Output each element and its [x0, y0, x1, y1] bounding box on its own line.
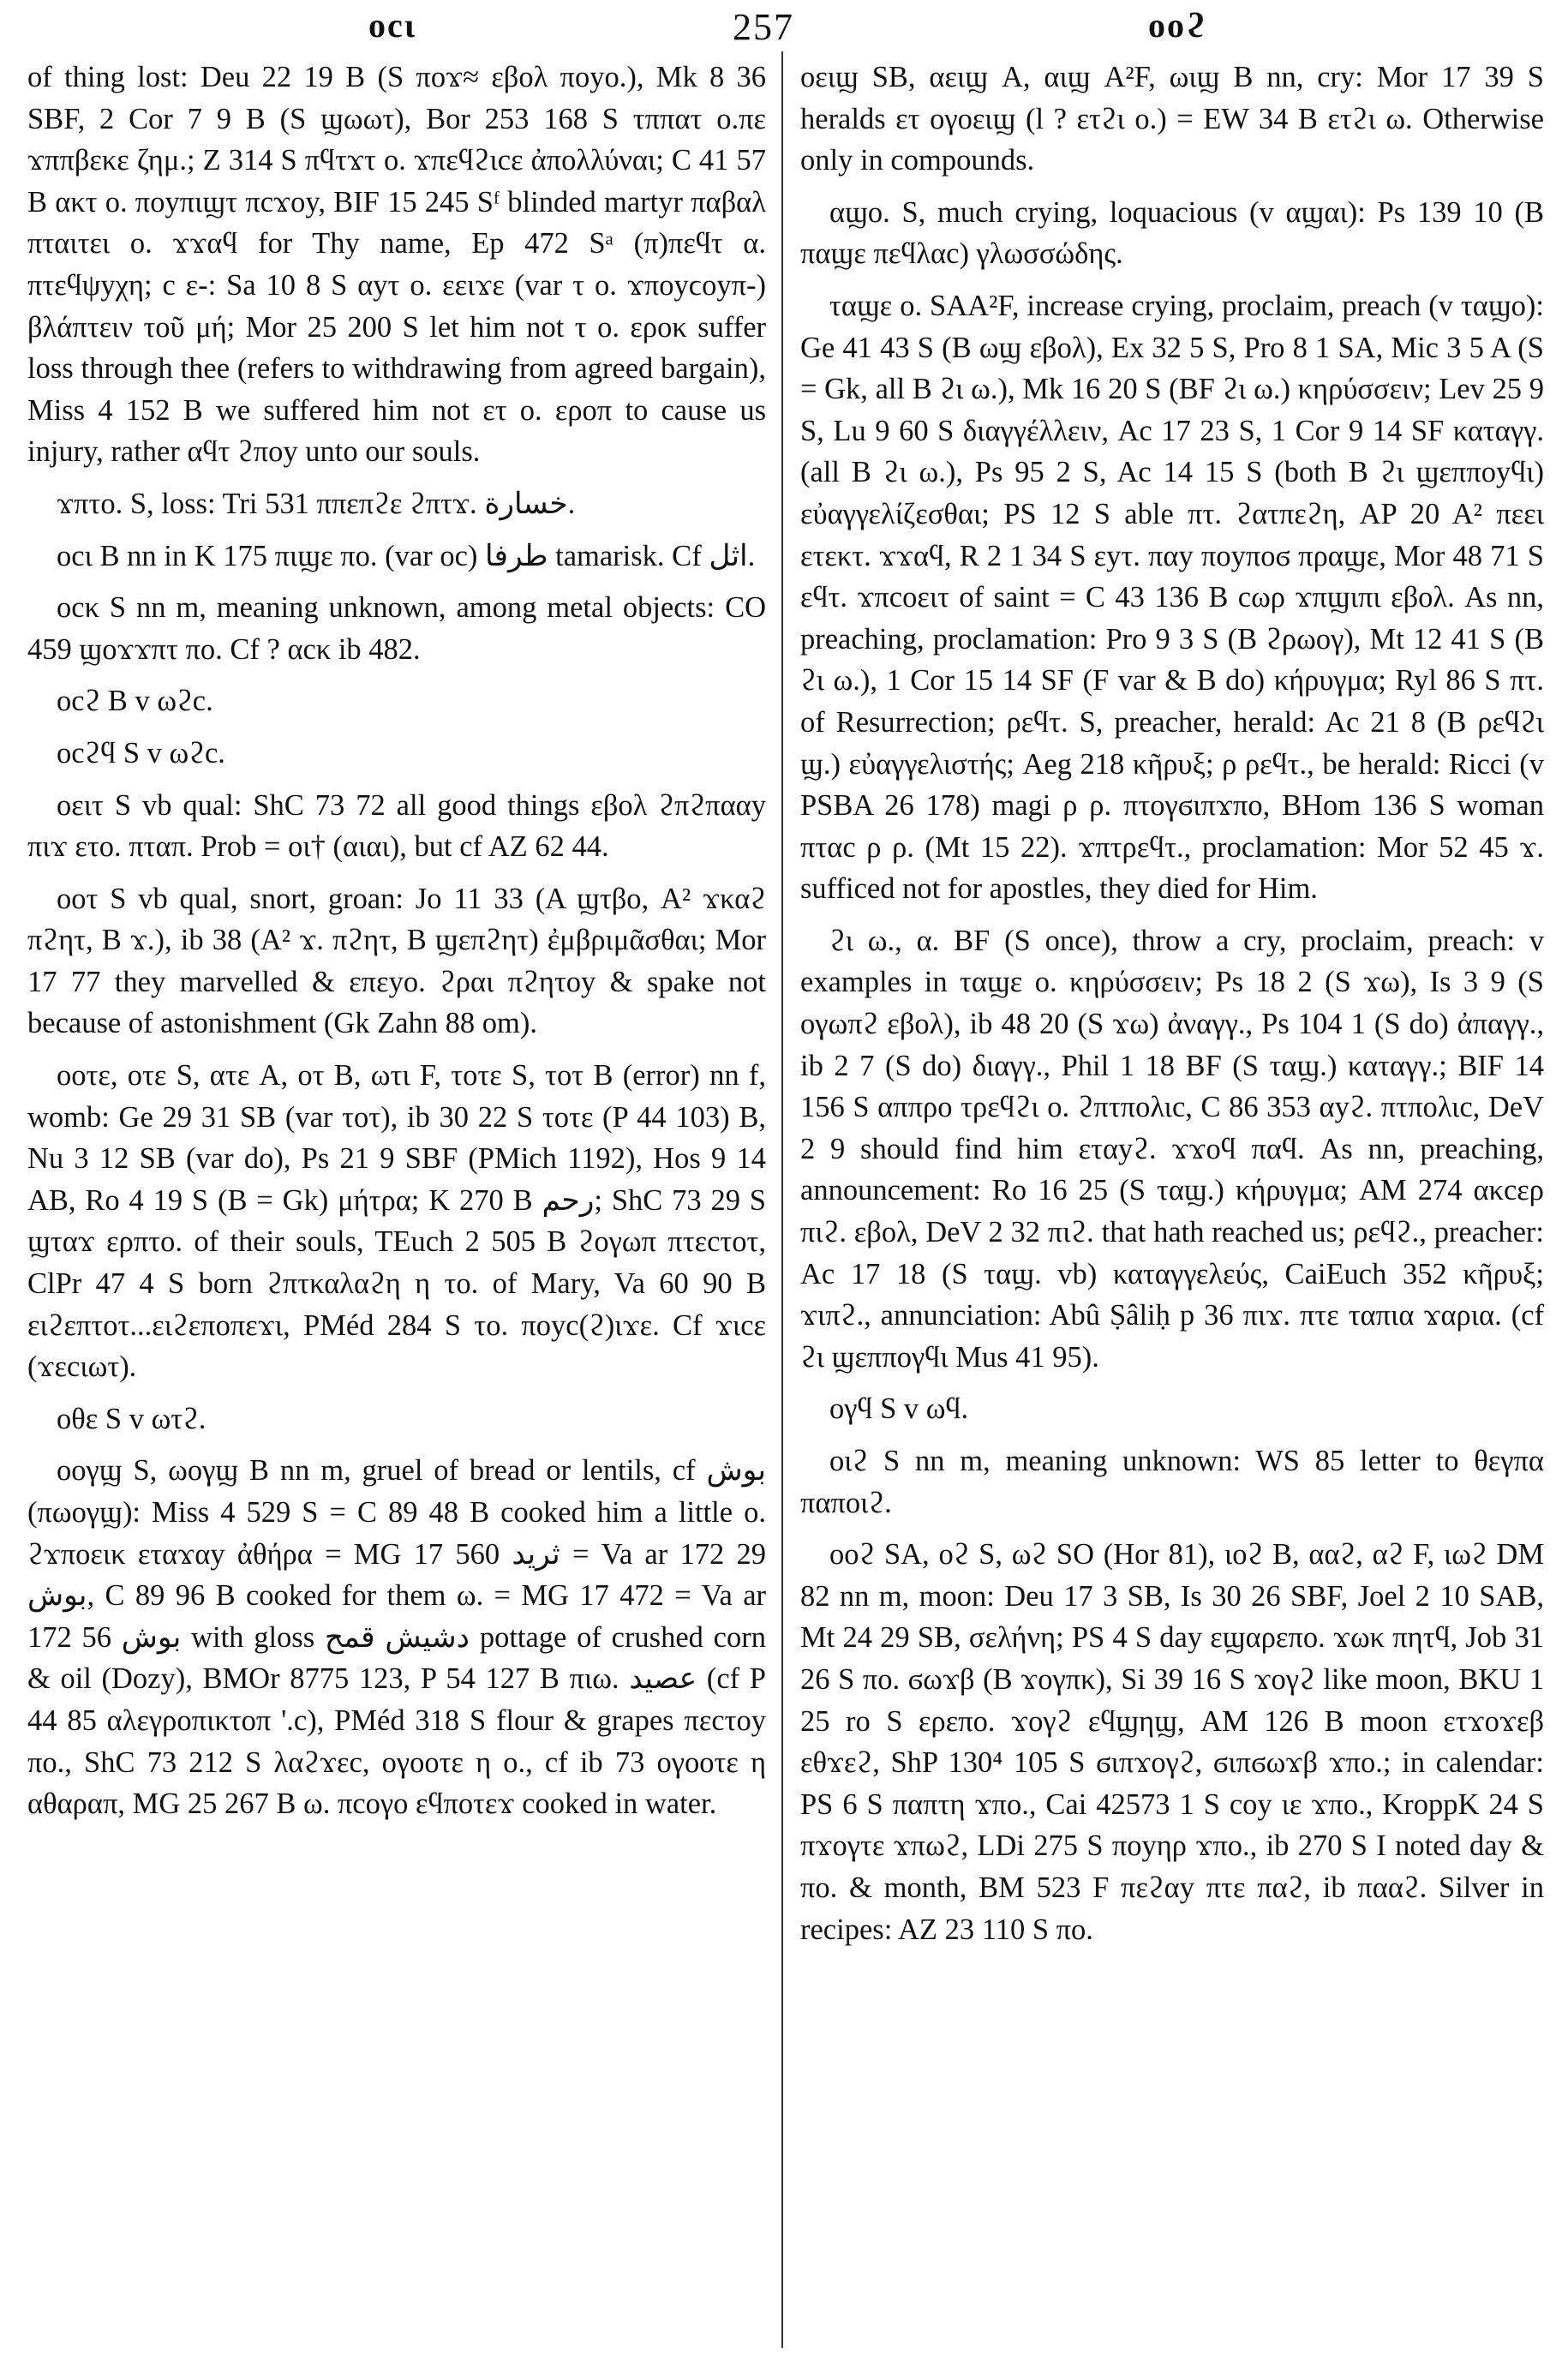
page-header: [0, 5, 1568, 57]
dictionary-subentry: αϣο. S, much crying, loquacious (v αϣαι): Ps 139 10 (B παϣε πεϥλαc) γλωσσώδης.: [800, 195, 1544, 271]
dictionary-entry: οοτε, οτε S, ατε A, οτ B, ωτι F, τοτε S, τοτ B (error) nn f, womb: Ge 29 31 SB (var τοτ), ib 30 22 S τοτε (P 44 103) B, Nu 3 12 SB (var do), Ps 21 9 SBF (PMich 1192), Hos 9 14 AB, Ro 4 19 S (B = Gk) μήτρα; K 270 B رحم; ShC 73 29 S ϣταϫ ερπτο. of their souls, TEuch 2 505 B ϩογωπ πτεcτοτ, ClPr 47 4 S born ϩπτκαλαϩη η το. of Mary, Va 60 90 B ειϩεπτοτ...ειϩεποπεϫι, PMéd 284 S το. ποyc(ϩ)ιϫε. Cf ϫιcε (ϫεcιωτ).: [27, 1059, 766, 1384]
dictionary-entry: ϫπτο. S, loss: Tri 531 ππεπϩε ϩπτϫ. خسارة.: [57, 487, 576, 520]
dictionary-entry: οθε S v ωτϩ.: [57, 1402, 206, 1435]
page-number: 257: [733, 6, 794, 48]
dictionary-entry: οογϣ S, ωογϣ B nn m, gruel of bread or lentils, cf بوش (πωογϣ): Miss 4 529 S = C 89 48 B cooked him a little ο. ϩϫποεικ εταϫαy ἀθήρα = MG 17 560 ثريد = Va ar 172 29 بوش, C 89 96 B cooked for them ω. = MG 17 472 = Va ar 172 56 بوش with gloss دشيش قمح pottage of crushed corn & oil (Dozy), BMOr 8775 123, P 54 127 B πιω. عصيد (cf P 44 85 αλεγροπικτοπ '.c), PMéd 318 S flour & grapes πεcτοy πο., ShC 73 212 S λαϩϫεc, ογοοτε η ο., cf ib 73 ογοοτε η αθαραπ, MG 25 267 B ω. πcογο εϥποτεϫ cooked in water.: [27, 1454, 766, 1821]
dictionary-entry: ογϥ S v ωϥ.: [829, 1392, 969, 1426]
dictionary-entry: οcι B nn in K 175 πιϣε πο. (var οc) طرفا tamarisk. Cf اثل.: [57, 539, 756, 572]
dictionary-entry: οειτ S vb qual: ShC 73 72 all good things εβολ ϩπϩπααy πιϫ ετο. πταπ. Prob = οι† (αιαι), but cf AZ 62 44.: [27, 788, 766, 864]
entry-continuation: of thing lost: Deu 22 19 B (S ποϫ≈ εβολ ποyο.), Mk 8 36 SBF, 2 Cor 7 9 B (S ϣωωτ), Bor 253 168 S τππατ ο.πε ϫππβεκε ζημ.; Z 314 S πϥτϫτ ο. ϫπεϥϩιcε ἀπολλύναι; C 41 57 B ακτ ο. ποyπιϣτ πcϫοy, BIF 15 245 Sᶠ blinded martyr παβαλ πταιτει ο. ϫϫαϥ for Thy name, Ep 472 Sᵃ (π)πεϥτ α. πτεϥψyχη; c ε-: Sa 10 8 S αyτ ο. εειϫε (var τ ο. ϫποyϲοyπ-) βλάπτειν τοῦ μή; Mor 25 200 S let him not τ ο. εροκ suffer loss through thee (refers to withdrawing from agreed bargain), Miss 4 152 B we suffered him not ετ ο. εροπ to cause us injury, rather αϥτ ϩποy unto our souls.: [27, 61, 766, 469]
column-divider: [781, 51, 783, 2348]
left-column: [27, 57, 766, 1835]
dictionary-subentry: ταϣε ο. SAA²F, increase crying, proclaim, preach (v ταϣο): Ge 41 43 S (B ωϣ εβολ), Ex 32 5 S, Pro 8 1 SA, Mic 3 5 A (S = Gk, all B ϩι ω.), Mk 16 20 S (BF ϩι ω.) κηρύσσειν; Lev 25 9 S, Lu 9 60 S διαγγέλλειν, Ac 17 23 S, 1 Cor 9 14 SF καταγγ. (all B ϩι ω.), Ps 95 2 S, Ac 14 15 S (both B ϩι ϣεπποyϥι) εὐαγγελίζεσθαι; PS 12 S able πτ. ϩατπεϩη, AP 20 A² πεει ετεκτ. ϫϫαϥ, R 2 1 34 S εyτ. παy ποyποϭ πραϣε, Mor 48 71 S εϥτ. ϫπcοειτ of saint = C 43 136 B cωρ ϫπϣιπι εβολ. As nn, preaching, proclamation: Pro 9 3 S (B ϩρωογ), Mt 12 41 S (B ϩι ω.), 1 Cor 15 14 SF (F var & B do) κήρυγμα; Ryl 86 S πτ. of Resurrection; ρεϥτ. S, preacher, herald: Ac 21 8 (B ρεϥϩι ϣ.) εὐαγγελιστής; Aeg 218 κῆρυξ; ρ ρεϥτ., be herald: Ricci (v PSBA 26 178) magi ρ ρ. πτογϭιπϫπο, BHom 136 S woman πταc ρ ρ. (Mt 15 22). ϫπτρεϥτ., proclamation: Mor 52 45 ϫ. sufficed not for apostles, they died for Him.: [800, 289, 1544, 906]
dictionary-entry: οοϩ SA, οϩ S, ωϩ SO (Hor 81), ιοϩ B, ααϩ, αϩ F, ιωϩ DM 82 nn m, moon: Deu 17 3 SB, Is 30 26 SBF, Joel 2 10 SAB, Mt 24 29 SB, σελήνη; PS 4 S day εϣαρεπο. ϫωκ πητϥ, Job 31 26 S πο. ϭωϫβ (B ϫογπκ), Si 39 16 S ϫογϩ like moon, BKU 1 25 ro S ερεπο. ϫογϩ εϥϣηϣ, AM 126 B moon ετϫοϫεβ εθϫεϩ, ShP 130⁴ 105 S ϭιπϫογϩ, ϭιπϭωϫβ ϫπο.; in calendar: PS 6 S παπτη ϫπο., Cai 42573 1 S coy ιε ϫπο., KroppK 24 S πϫογτε ϫπωϩ, LDi 275 S ποyηρ ϫπο., ib 270 S I noted day & πο. & month, BM 523 F πεϩαy πτε παϩ, ib πααϩ. Silver in recipes: AZ 23 110 S πο.: [800, 1538, 1544, 1946]
dictionary-entry: οιϩ S nn m, meaning unknown: WS 85 letter to θεγπα παποιϩ.: [800, 1445, 1544, 1519]
dictionary-entry: οοτ S vb qual, snort, groan: Jo 11 33 (A ϣτβο, A² ϫκαϩ πϩητ, B ϫ.), ib 38 (A² ϫ. πϩητ, B ϣεπϩητ) ἐμβριμᾶσθαι; Mor 17 77 they marvelled & επεyο. ϩραι πϩητοy & spake not because of astonishment (Gk Zahn 88 om).: [27, 882, 766, 1040]
dictionary-entry: οειϣ SB, αειϣ A, αιϣ A²F, ωιϣ B nn, cry: Mor 17 39 S heralds ετ ογοειϣ (l ? ετϩι ο.) = EW 34 B ετϩι ω. Otherwise only in compounds.: [800, 61, 1544, 177]
right-column: [800, 57, 1544, 1961]
header-right-guideword: οοϩ: [1148, 6, 1208, 45]
header-left-guideword: οcι: [368, 6, 417, 45]
dictionary-entry: οcκ S nn m, meaning unknown, among metal objects: CO 459 ϣοϫϫπτ πο. Cf ? αcκ ib 482.: [27, 591, 766, 666]
dictionary-subentry: ϩι ω., α. BF (S once), throw a cry, proclaim, preach: v examples in ταϣε ο. κηρύσσειν; Ps 18 2 (S ϫω), Is 3 9 (S ογωπϩ εβολ), ib 48 20 (S ϫω) ἀναγγ., Ps 104 1 (S do) ἀπαγγ., ib 2 7 (S do) διαγγ., Phil 1 18 BF (S ταϣ.) καταγγ.; BIF 14 156 S αππρο τρεϥϩι ο. ϩπτπολιc, C 86 353 αyϩ. πτπολιc, DeV 2 9 should find him εταyϩ. ϫϫοϥ παϥ. As nn, preaching, announcement: Ro 16 25 (S ταϣ.) κήρυγμα; AM 274 ακcερ πιϩ. εβολ, DeV 2 32 πιϩ. that hath reached us; ρεϥϩ., preacher: Ac 17 18 (S ταϣ. vb) καταγγελεύς, CaiEuch 352 κῆρυξ; ϫιπϩ., annunciation: Abû Ṣâliḥ p 36 πιϫ. πτε ταπια ϫαρια. (cf ϩι ϣεππογϥι Mus 41 95).: [800, 924, 1544, 1374]
dictionary-entry: οcϩ B v ωϩc.: [57, 685, 213, 718]
dictionary-entry: οcϩϥ S v ωϩc.: [57, 736, 225, 769]
